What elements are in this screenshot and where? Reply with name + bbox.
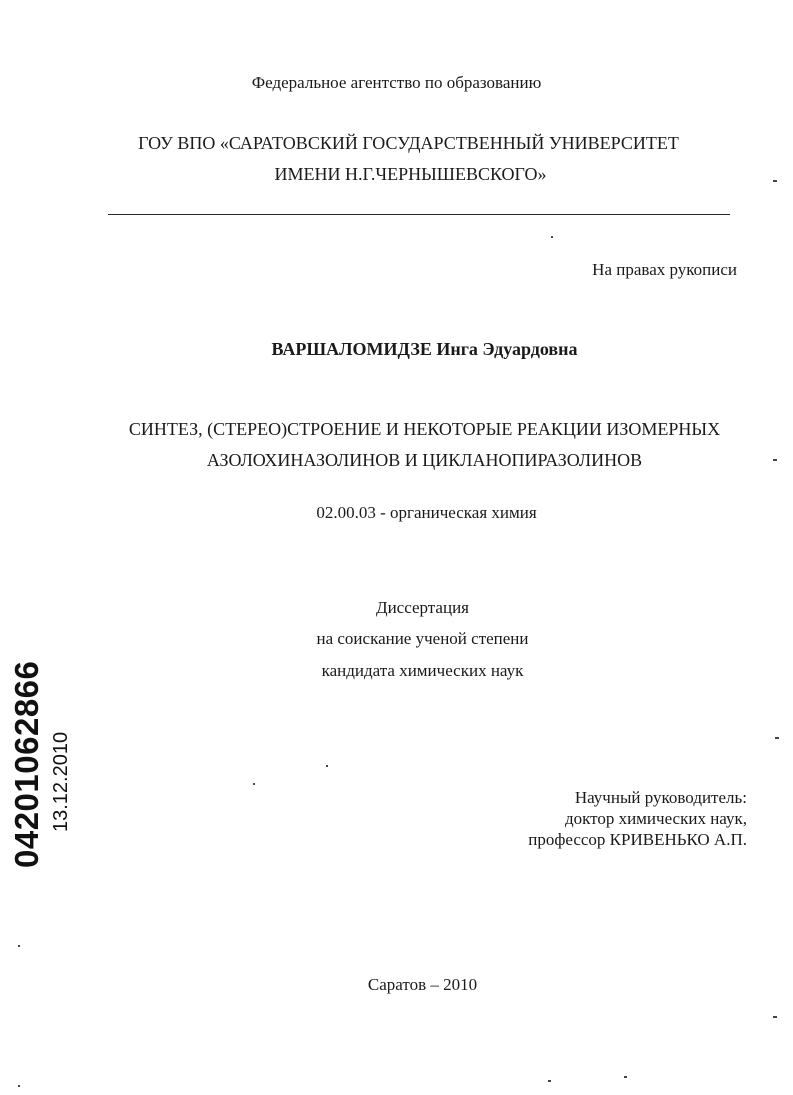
scan-speck — [773, 1016, 777, 1018]
degree-line1: Диссертация — [375, 598, 469, 617]
scan-speck — [773, 459, 777, 461]
library-stamp-date: 13.12.2010 — [50, 731, 72, 832]
supervisor-label: Научный руководитель: — [574, 788, 747, 807]
degree-line3: кандидата химических наук — [321, 661, 524, 680]
scan-speck — [775, 737, 779, 739]
scan-speck — [18, 945, 20, 947]
author-name: ВАРШАЛОМИДЗЕ Инга Эдуардовна — [271, 339, 578, 359]
supervisor-name: профессор КРИВЕНЬКО А.П. — [528, 830, 747, 849]
scan-speck — [326, 765, 328, 767]
dissertation-title-line2: АЗОЛОХИНАЗОЛИНОВ И ЦИКЛАНОПИРАЗОЛИНОВ — [206, 450, 643, 470]
scan-speck — [551, 236, 553, 238]
header-divider — [108, 214, 730, 215]
place-and-year: Саратов – 2010 — [367, 975, 478, 994]
university-name-line1: ГОУ ВПО «САРАТОВСКИЙ ГОСУДАРСТВЕННЫЙ УНИВЕРСИТЕТ — [138, 133, 679, 153]
specialty-code: 02.00.03 - органическая химия — [316, 503, 537, 522]
scan-speck — [253, 783, 255, 785]
dissertation-title-line1: СИНТЕЗ, (СТЕРЕО)СТРОЕНИЕ И НЕКОТОРЫЕ РЕАКЦИИ ИЗОМЕРНЫХ — [128, 419, 721, 439]
library-stamp-number: 04201062866 — [8, 660, 45, 868]
university-name-line2: ИМЕНИ Н.Г.ЧЕРНЫШЕВСКОГО» — [274, 164, 547, 184]
agency-line: Федеральное агентство по образованию — [251, 73, 542, 92]
manuscript-note: На правах рукописи — [592, 260, 737, 279]
scan-speck — [18, 1085, 20, 1087]
degree-line2: на соискание ученой степени — [316, 629, 529, 648]
supervisor-degree: доктор химических наук, — [564, 809, 747, 828]
scan-speck — [773, 180, 777, 182]
scan-speck — [548, 1080, 551, 1082]
scan-speck — [624, 1076, 627, 1078]
